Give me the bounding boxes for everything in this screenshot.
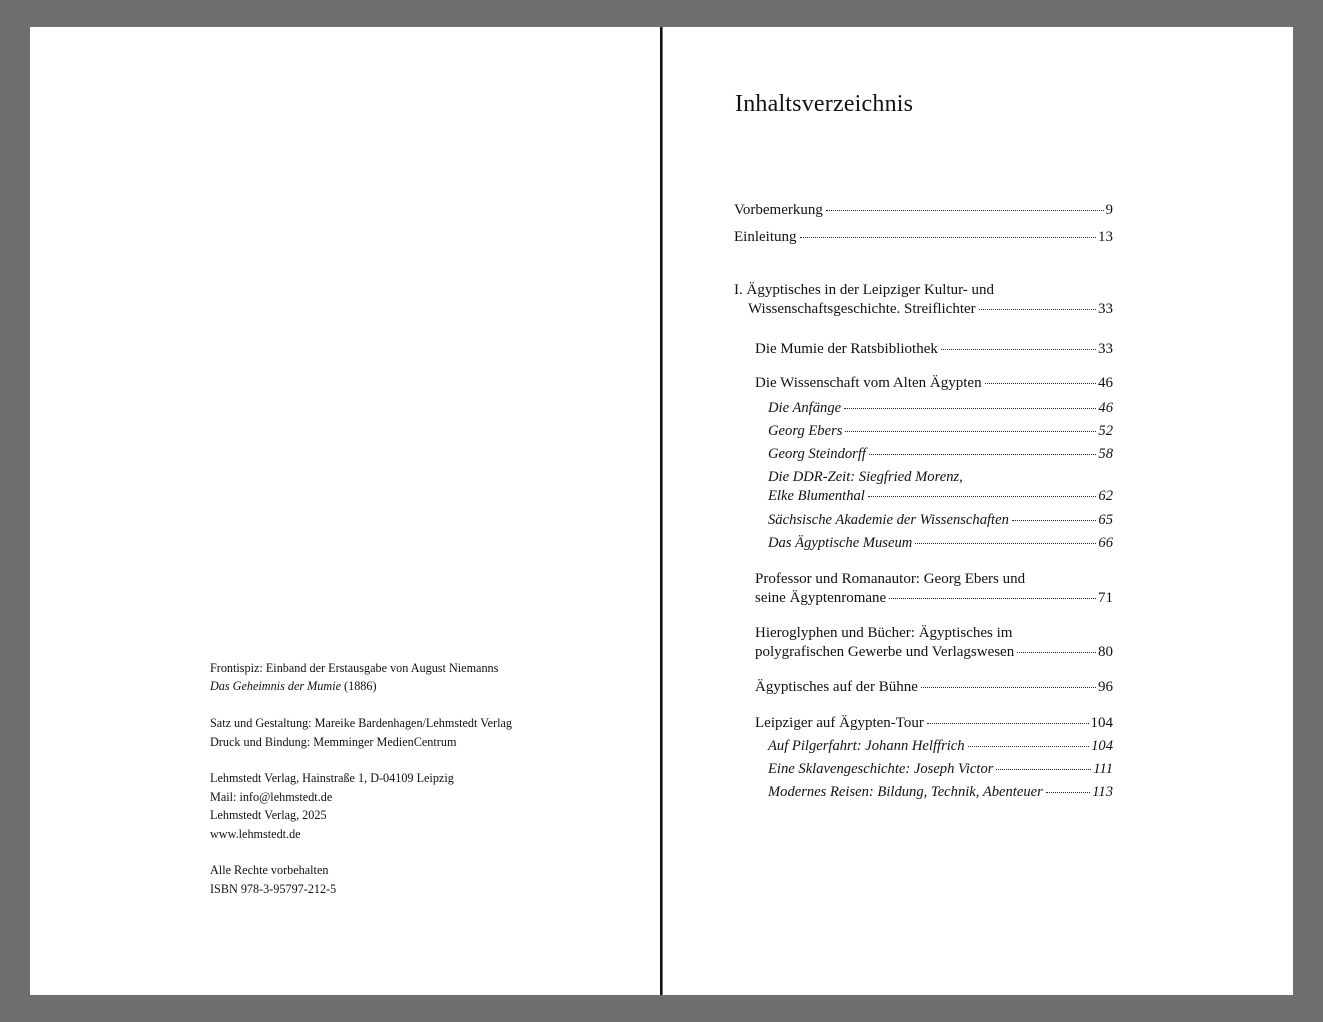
toc-page-number: 46 [1098, 375, 1113, 391]
toc-page-number: 66 [1098, 535, 1113, 551]
dot-leader [826, 210, 1104, 211]
toc-entry[interactable] [768, 422, 1113, 441]
toc-entry[interactable] [755, 570, 1113, 607]
dot-leader [921, 687, 1096, 688]
toc-page-number: 33 [1098, 341, 1113, 357]
toc-page-number: 96 [1098, 679, 1113, 695]
toc-entry[interactable] [768, 445, 1113, 464]
imprint-line [210, 677, 610, 695]
toc-entry-title-line: Professor und Romanautor: Georg Ebers und [755, 571, 1026, 587]
imprint-line: www.lehmstedt.de [210, 826, 301, 841]
toc-entry-label: Eine Sklavengeschichte: Joseph Victor [768, 761, 994, 777]
imprint-text: Das Geheimnis der Mumie [210, 679, 341, 694]
toc-entry[interactable] [768, 534, 1113, 553]
dot-leader [915, 543, 1096, 544]
toc-page-number: 111 [1093, 761, 1113, 777]
imprint-line: Lehmstedt Verlag, 2025 [210, 808, 327, 823]
toc-page-number: 9 [1105, 202, 1113, 218]
dot-leader [996, 769, 1091, 770]
toc-entry[interactable] [734, 228, 1113, 247]
dot-leader [968, 746, 1090, 747]
toc-entry-label: seine Ägyptenromane [755, 589, 887, 606]
toc-entry-label: polygrafischen Gewerbe und Verlagswesen [755, 643, 1015, 660]
toc-page-number: 52 [1098, 423, 1113, 439]
dot-leader [927, 723, 1089, 724]
dot-leader [1017, 652, 1096, 653]
toc-entry[interactable] [768, 511, 1113, 530]
toc-entry[interactable] [755, 624, 1113, 661]
imprint-spacer [210, 696, 610, 714]
dot-leader [941, 349, 1096, 350]
toc-entry[interactable] [734, 201, 1113, 220]
toc-entry-label: Die Anfänge [768, 400, 842, 416]
toc-entry-title-line: Die DDR-Zeit: Siegfried Morenz, [768, 469, 963, 485]
toc-entry[interactable] [755, 340, 1113, 359]
toc-entry-label: Das Ägyptische Museum [768, 535, 913, 551]
toc-page-number: 113 [1092, 784, 1113, 800]
toc-entry-label: Ägyptisches auf der Bühne [755, 679, 918, 695]
toc-entry[interactable] [755, 678, 1113, 697]
toc-entry-label: Georg Steindorff [768, 446, 866, 462]
imprint-spacer [210, 751, 610, 769]
toc-page-number: 65 [1098, 512, 1113, 528]
imprint-line: ISBN 978-3-95797-212-5 [210, 881, 337, 896]
imprint-line: Satz und Gestaltung: Mareike Bardenhagen/Lehmstedt Verlag [210, 716, 513, 731]
toc-entry-label: Auf Pilgerfahrt: Johann Helffrich [768, 738, 965, 754]
dot-leader [845, 431, 1096, 432]
toc-entry[interactable] [768, 399, 1113, 418]
toc-title: Inhaltsverzeichnis [735, 91, 914, 117]
toc-page-number: 62 [1098, 487, 1113, 504]
toc-page-number: 58 [1098, 446, 1113, 462]
dot-leader [844, 408, 1096, 409]
toc-page-number: 13 [1098, 229, 1113, 245]
imprint-line: Mail: info@lehmstedt.de [210, 789, 333, 804]
dot-leader [985, 383, 1096, 384]
imprint-text: (1886) [341, 679, 377, 694]
imprint-line: Frontispiz: Einband der Erstausgabe von August Niemanns [210, 661, 499, 675]
toc-entry-title-line: I. Ägyptisches in der Leipziger Kultur- und [734, 282, 995, 298]
imprint-block [210, 659, 610, 898]
toc-entry-label: Leipziger auf Ägypten-Tour [755, 715, 924, 731]
toc-entry-label: Sächsische Akademie der Wissenschaften [768, 512, 1009, 528]
left-page [30, 27, 661, 995]
toc-entry-label: Georg Ebers [768, 423, 843, 439]
toc-entry[interactable] [768, 468, 1113, 505]
toc-page-number: 46 [1098, 400, 1113, 416]
dot-leader [1046, 792, 1090, 793]
toc-entry-label: Vorbemerkung [734, 202, 823, 218]
toc-page-number: 104 [1090, 715, 1113, 731]
dot-leader [1012, 520, 1097, 521]
toc-entry[interactable] [768, 760, 1113, 779]
toc-entry[interactable] [755, 374, 1113, 393]
toc-page-number: 80 [1098, 643, 1113, 660]
toc-entry-label: Elke Blumenthal [768, 487, 865, 504]
dot-leader [979, 309, 1096, 310]
right-page [663, 27, 1293, 995]
toc-page-number: 71 [1098, 589, 1113, 606]
toc-entry-label: Wissenschaftsgeschichte. Streiflichter [748, 300, 976, 317]
toc-entry[interactable] [734, 281, 1113, 318]
toc-page-number: 104 [1091, 738, 1113, 754]
imprint-line: Druck und Bindung: Memminger MedienCentrum [210, 734, 457, 749]
toc-page-number: 33 [1098, 300, 1113, 317]
dot-leader [800, 237, 1097, 238]
imprint-line: Lehmstedt Verlag, Hainstraße 1, D-04109 Leipzig [210, 771, 454, 786]
toc-entry[interactable] [768, 783, 1113, 802]
dot-leader [889, 598, 1096, 599]
toc-entry-label: Die Mumie der Ratsbibliothek [755, 341, 938, 357]
toc-entry[interactable] [768, 737, 1113, 756]
imprint-line: Alle Rechte vorbehalten [210, 863, 329, 878]
dot-leader [869, 454, 1096, 455]
imprint-spacer [210, 843, 610, 861]
toc-entry-label: Die Wissenschaft vom Alten Ägypten [755, 375, 982, 391]
book-spine [660, 27, 662, 995]
toc-entry-title-line: Hieroglyphen und Bücher: Ägyptisches im [755, 625, 1013, 641]
dot-leader [868, 496, 1097, 497]
toc-entry-label: Einleitung [734, 229, 797, 245]
toc-entry[interactable] [755, 714, 1113, 733]
toc-entry-label: Modernes Reisen: Bildung, Technik, Abenteuer [768, 784, 1043, 800]
